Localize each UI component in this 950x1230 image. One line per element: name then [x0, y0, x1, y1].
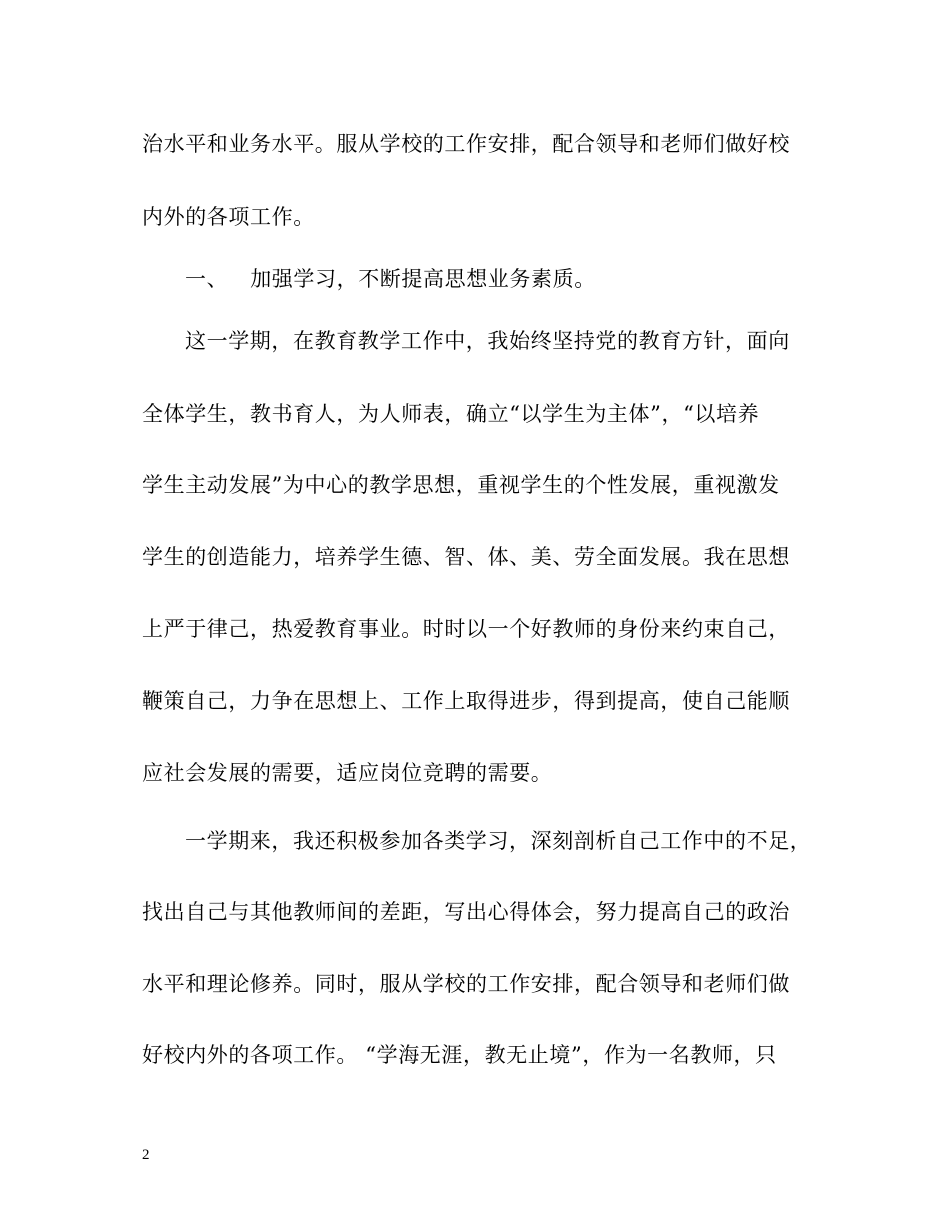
paragraph-line: 全体学生，教书育人，为人师表，确立“以学生为主体”，“以培养 [142, 402, 760, 426]
paragraph-line: 内外的各项工作。 [142, 205, 315, 229]
paragraph-line: 好校内外的各项工作。 “学海无涯，教无止境”，作为一名教师，只 [142, 1043, 777, 1067]
paragraph-line: 上严于律己，热爱教育事业。时时以一个好教师的身份来约束自己， [142, 617, 790, 641]
paragraph-line: 治水平和业务水平。服从学校的工作安排，配合领导和老师们做好校 [142, 132, 790, 156]
paragraph-line: 这一学期，在教育教学工作中，我始终坚持党的教育方针，面向 [185, 329, 790, 353]
paragraph-line: 学生的创造能力，培养学生德、智、体、美、劳全面发展。我在思想 [142, 545, 790, 569]
page-number: 2 [142, 1147, 150, 1163]
section-heading-text: 加强学习，不断提高思想业务素质。 [250, 267, 596, 291]
paragraph-line: 水平和理论修养。同时，服从学校的工作安排，配合领导和老师们做 [142, 972, 790, 996]
paragraph-line: 应社会发展的需要，适应岗位竞聘的需要。 [142, 761, 553, 785]
section-heading [185, 265, 596, 293]
paragraph-line: 鞭策自己，力争在思想上、工作上取得进步，得到提高，使自己能顺 [142, 689, 790, 713]
paragraph-line: 一学期来，我还积极参加各类学习，深刻剖析自己工作中的不足， [185, 829, 812, 853]
paragraph-line: 学生主动发展”为中心的教学思想，重视学生的个性发展，重视激发 [142, 473, 780, 497]
section-number: 一、 [185, 267, 229, 291]
paragraph-line: 找出自己与其他教师间的差距，写出心得体会，努力提高自己的政治 [142, 900, 790, 924]
